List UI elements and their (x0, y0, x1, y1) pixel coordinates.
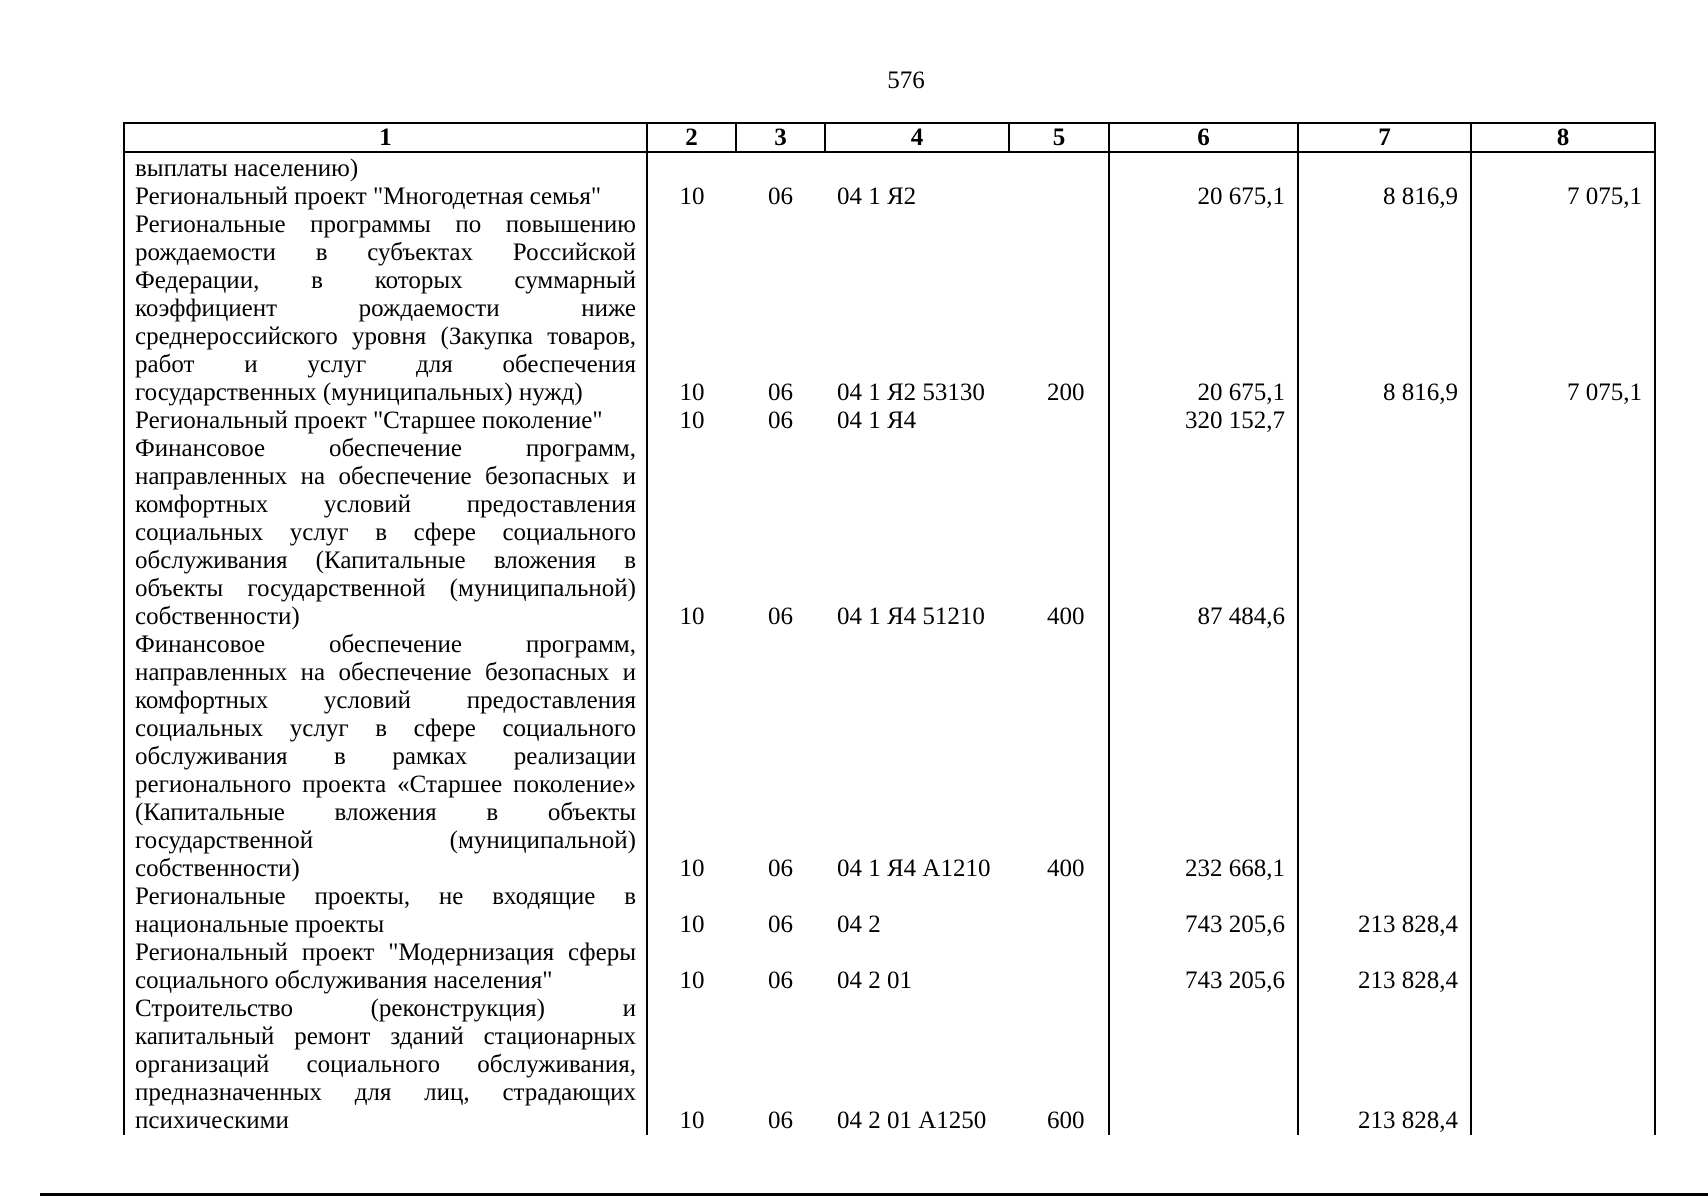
row-amount-7 (1298, 407, 1471, 435)
row-amount-7: 213 828,4 (1298, 995, 1471, 1135)
page-number: 576 (887, 67, 925, 94)
table-row (124, 995, 1655, 1135)
row-expense-type: 400 (1047, 855, 1085, 882)
row-target-code: 04 1 Я4 А1210 (837, 855, 991, 882)
row-expense-type (1009, 183, 1109, 211)
row-name: Региональные программы по повышению рождаемости в субъектах Российской Федерации, в которых суммарный коэффициент рождаемости ниже среднероссийского уровня (Закупка товаров, работ и услуг для обеспечения государственных (муниципальных) нужд) (124, 211, 647, 407)
row-section: 10 (679, 379, 705, 406)
row-expense-type: 400 (1047, 603, 1085, 630)
row-section: 10 (679, 967, 705, 994)
table-row (124, 883, 1655, 939)
row-amount-7 (1298, 631, 1471, 883)
row-subsection: 06 (768, 603, 793, 630)
row-amount-7: 213 828,4 (1298, 939, 1471, 995)
row-amount-6: 20 675,1 (1109, 211, 1298, 407)
table-row (124, 183, 1655, 211)
row-section: 10 (679, 407, 705, 434)
row-amount-7: 8 816,9 (1298, 183, 1471, 211)
row-amount-8 (1471, 883, 1655, 939)
column-header-8: 8 (1471, 123, 1655, 152)
row-amount-8 (1471, 152, 1655, 183)
row-name: Строительство (реконструкция) и капитальный ремонт зданий стационарных организаций социального обслуживания, предназначенных для лиц, страдающих психическими (124, 995, 647, 1135)
row-amount-8 (1471, 407, 1655, 435)
row-subsection: 06 (768, 911, 793, 938)
row-target-code: 04 1 Я4 51210 (837, 603, 985, 630)
row-name: выплаты населению) (124, 152, 647, 183)
table-row (124, 435, 1655, 631)
bottom-divider (40, 1193, 1708, 1196)
row-target-code (825, 152, 1009, 183)
row-amount-6: 743 205,6 (1109, 939, 1298, 995)
row-name: Региональные проекты, не входящие в национальные проекты (124, 883, 647, 939)
row-amount-8 (1471, 995, 1655, 1135)
row-subsection: 06 (768, 855, 793, 882)
column-header-4: 4 (825, 123, 1009, 152)
row-amount-8 (1471, 939, 1655, 995)
table-header-row (124, 123, 1655, 152)
row-target-code: 04 1 Я2 53130 (837, 379, 985, 406)
column-header-2: 2 (647, 123, 736, 152)
column-header-5: 5 (1009, 123, 1109, 152)
row-amount-8: 7 075,1 (1471, 183, 1655, 211)
row-section: 10 (679, 855, 705, 882)
row-name: Региональный проект "Многодетная семья" (124, 183, 647, 211)
row-amount-6 (1109, 995, 1298, 1135)
row-section: 10 (679, 911, 705, 938)
row-amount-8 (1471, 631, 1655, 883)
row-amount-6: 743 205,6 (1109, 883, 1298, 939)
row-subsection: 06 (768, 183, 793, 210)
row-amount-8: 7 075,1 (1471, 211, 1655, 407)
row-amount-6: 87 484,6 (1109, 435, 1298, 631)
table-row (124, 152, 1655, 183)
row-amount-8 (1471, 435, 1655, 631)
row-amount-6: 20 675,1 (1109, 183, 1298, 211)
row-section (647, 152, 736, 183)
row-amount-6: 232 668,1 (1109, 631, 1298, 883)
row-subsection: 06 (768, 379, 793, 406)
row-amount-7 (1298, 435, 1471, 631)
row-expense-type (1009, 883, 1109, 939)
row-target-code: 04 2 01 А1250 (837, 1107, 987, 1134)
row-expense-type (1009, 939, 1109, 995)
row-target-code: 04 2 01 (837, 967, 912, 994)
column-header-7: 7 (1298, 123, 1471, 152)
row-section: 10 (679, 1107, 705, 1134)
row-target-code: 04 2 (837, 911, 881, 938)
row-name: Финансовое обеспечение программ, направленных на обеспечение безопасных и комфортных условий предоставления социальных услуг в сфере социального обслуживания в рамках реализации регионального проекта «Старшее поколение» (Капитальные вложения в объекты государственной (муниципальной) собственности) (124, 631, 647, 883)
column-header-3: 3 (736, 123, 825, 152)
row-name: Финансовое обеспечение программ, направленных на обеспечение безопасных и комфортных условий предоставления социальных услуг в сфере социального обслуживания (Капитальные вложения в объекты государственной (муниципальной) собственности) (124, 435, 647, 631)
row-amount-6: 320 152,7 (1109, 407, 1298, 435)
table-row (124, 211, 1655, 407)
row-section: 10 (679, 603, 705, 630)
table-row (124, 407, 1655, 435)
row-subsection: 06 (768, 967, 793, 994)
row-amount-7: 8 816,9 (1298, 211, 1471, 407)
row-subsection: 06 (768, 407, 793, 434)
row-section: 10 (679, 183, 705, 210)
row-expense-type (1009, 152, 1109, 183)
row-target-code: 04 1 Я4 (837, 407, 917, 434)
row-subsection: 06 (768, 1107, 793, 1134)
row-amount-7: 213 828,4 (1298, 883, 1471, 939)
row-name: Региональный проект "Модернизация сферы социального обслуживания населения" (124, 939, 647, 995)
table-row (124, 939, 1655, 995)
row-amount-7 (1298, 152, 1471, 183)
column-header-1: 1 (124, 123, 647, 152)
budget-table (123, 122, 1656, 1135)
row-amount-6 (1109, 152, 1298, 183)
row-subsection (736, 152, 825, 183)
table-row (124, 631, 1655, 883)
row-expense-type (1009, 407, 1109, 435)
column-header-6: 6 (1109, 123, 1298, 152)
row-target-code: 04 1 Я2 (837, 183, 917, 210)
row-expense-type: 600 (1047, 1107, 1085, 1134)
row-name: Региональный проект "Старшее поколение" (124, 407, 647, 435)
row-expense-type: 200 (1047, 379, 1085, 406)
